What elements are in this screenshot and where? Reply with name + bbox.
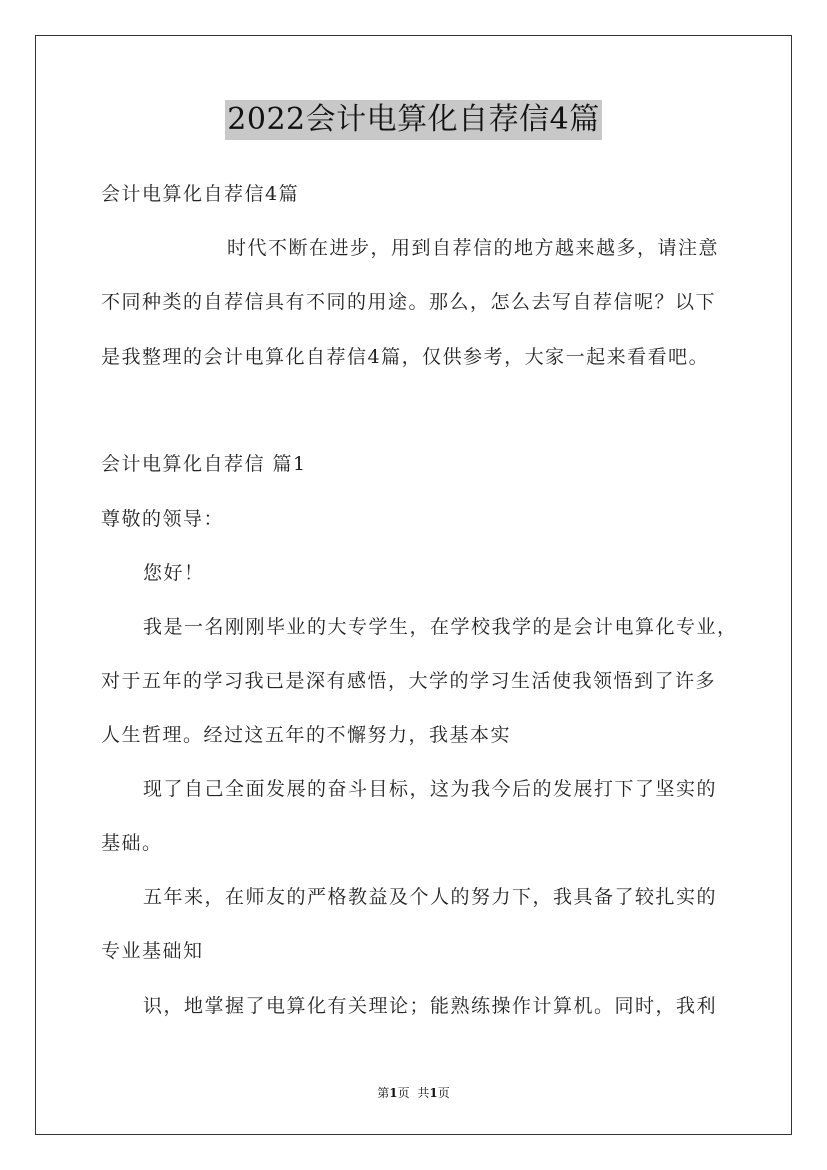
intro-line-1: 时代不断在进步，用到自荐信的地方越来越多，请注意 bbox=[227, 237, 720, 259]
salutation: 尊敬的领导： bbox=[101, 508, 225, 530]
body-line-8: 识，地掌握了电算化有关理论；能熟练操作计算机。同时，我利 bbox=[143, 995, 718, 1017]
footer-page-number: 1 bbox=[389, 1086, 398, 1100]
title-container bbox=[0, 100, 827, 140]
footer-total-prefix: 共 bbox=[417, 1086, 430, 1100]
body-line-2: 对于五年的学习我已是深有感悟，大学的学习生活使我领悟到了许多 bbox=[101, 670, 717, 692]
footer-page-suffix: 页 bbox=[397, 1086, 410, 1100]
body-line-5: 基础。 bbox=[101, 832, 163, 854]
intro-line-2: 不同种类的自荐信具有不同的用途。那么，怎么去写自荐信呢？以下 bbox=[101, 291, 717, 313]
intro-line-3: 是我整理的会计电算化自荐信4篇，仅供参考，大家一起来看看吧。 bbox=[101, 346, 710, 368]
footer-total-pages: 1 bbox=[429, 1086, 438, 1100]
footer-total-suffix: 页 bbox=[437, 1086, 450, 1100]
section-heading: 会计电算化自荐信 篇1 bbox=[101, 453, 307, 475]
body-line-4: 现了自己全面发展的奋斗目标，这为我今后的发展打下了坚实的 bbox=[143, 778, 718, 800]
subtitle-line: 会计电算化自荐信4篇 bbox=[101, 183, 300, 205]
greeting: 您好！ bbox=[143, 562, 205, 584]
body-line-1: 我是一名刚刚毕业的大专学生，在学校我学的是会计电算化专业， bbox=[143, 616, 738, 638]
body-line-7: 专业基础知 bbox=[101, 940, 204, 962]
footer-page-prefix: 第 bbox=[377, 1086, 390, 1100]
document-title: 2022会计电算化自荐信4篇 bbox=[225, 100, 601, 140]
body-line-6: 五年来，在师友的严格教益及个人的努力下，我具备了较扎实的 bbox=[143, 886, 718, 908]
page-footer bbox=[0, 1085, 827, 1101]
body-line-3: 人生哲理。经过这五年的不懈努力，我基本实 bbox=[101, 724, 512, 746]
